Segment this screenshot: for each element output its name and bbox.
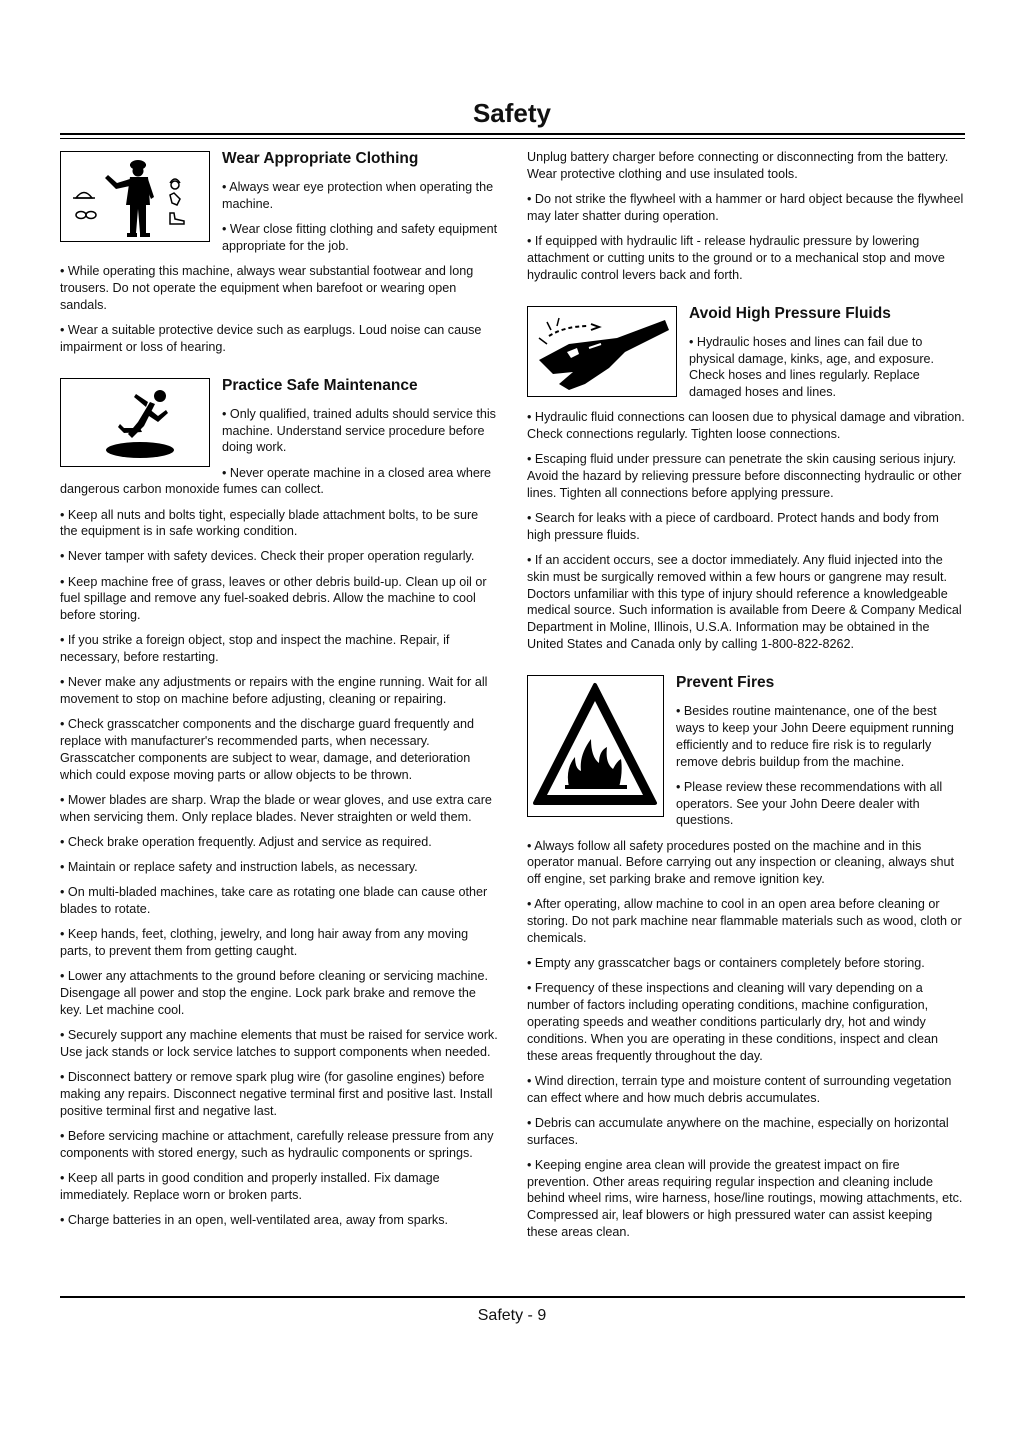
section-fluids: [527, 304, 965, 662]
paragraph: • Search for leaks with a piece of cardboard. Protect hands and body from high pressure fluids.: [527, 511, 939, 542]
paragraph: • Besides routine maintenance, one of the best ways to keep your John Deere equipment running efficiently and to reduce fire risk is to regularly remove debris buildup from the machine.: [676, 704, 954, 769]
paragraph: • Disconnect battery or remove spark plug wire (for gasoline engines) before making any repairs. Disconnect negative terminal first and positive last. Install positive terminal first and negative last.: [60, 1070, 493, 1118]
paragraph: • Securely support any machine elements that must be raised for service work. Use jack stands or lock service latches to support components when needed.: [60, 1028, 498, 1059]
paragraph: • Only qualified, trained adults should service this machine. Understand service procedure before doing work.: [222, 406, 496, 455]
paragraph: • Never tamper with safety devices. Check their proper operation regularly.: [60, 549, 475, 564]
fire-warning-icon: [527, 675, 664, 817]
paragraph: • Always follow all safety procedures posted on the machine and in this operator manual. Before carrying out any inspection or cleaning, always shut off engine, set parking brake and remove ignition key.: [527, 838, 955, 887]
right-column: [527, 149, 965, 1249]
paragraph: • Wear a suitable protective device such as earplugs. Loud noise can cause impairment or loss of hearing.: [60, 322, 482, 354]
left-column: [60, 149, 498, 1237]
page-title: Safety: [472, 98, 552, 128]
paragraph: • Check grasscatcher components and the discharge guard frequently and replace with manufacturer's recommended parts, when necessary. Grasscatcher components are subject to wear, damage, and deterioration which could expose moving parts or allow objects to be thrown.: [60, 717, 474, 782]
paragraph: • Please review these recommendations with all operators. See your John Deere dealer with questions.: [676, 779, 943, 828]
protective-clothing-icon: [60, 151, 210, 242]
paragraph: • Do not strike the flywheel with a hammer or hard object because the flywheel may later shatter during operation.: [527, 191, 964, 223]
paragraph: • Wind direction, terrain type and moisture content of surrounding vegetation can effect where and how much debris accumulates.: [527, 1073, 952, 1105]
section-heading: Practice Safe Maintenance: [222, 376, 418, 394]
paragraph: • Empty any grasscatcher bags or containers completely before storing.: [527, 956, 925, 971]
section-clothing: [60, 149, 498, 364]
footer-rule: [60, 1296, 965, 1298]
header-rule: [60, 133, 965, 139]
paragraph: • Check brake operation frequently. Adjust and service as required.: [60, 834, 432, 849]
paragraph: • Keep machine free of grass, leaves or other debris build-up. Clean up oil or fuel spillage and remove any fuel-soaked debris. Allow the machine to cool before storing.: [60, 574, 487, 623]
paragraph: • If you strike a foreign object, stop and inspect the machine. Repair, if necessary, before restarting.: [60, 633, 450, 665]
paragraph: • Keeping engine area clean will provide the greatest impact on fire prevention. Other areas requiring regular inspection and cleaning include behind wheel rims, wire harness, hose/line routings, mowing attachments, etc. Compressed air, leaf blowers or high pressured water can assist keeping these areas clean.: [527, 1157, 963, 1239]
paragraph: • Never operate machine in a closed area where dangerous carbon monoxide fumes can collect.: [60, 465, 492, 497]
paragraph: • Keep all parts in good condition and properly installed. Fix damage immediately. Replace worn or broken parts.: [60, 1170, 440, 1202]
paragraph: • Always wear eye protection when operating the machine.: [222, 180, 494, 211]
paragraph: • Never make any adjustments or repairs with the engine running. Wait for all movement to stop on machine before adjusting, cleaning or repairing.: [60, 675, 488, 707]
paragraph: • Debris can accumulate anywhere on the machine, especially on horizontal surfaces.: [527, 1115, 949, 1147]
section-maintenance: [60, 376, 498, 1229]
slip-hazard-icon: [60, 378, 210, 467]
paragraph: • Keep all nuts and bolts tight, especially blade attachment bolts, to be sure the equipment is in safe working condition.: [60, 507, 479, 539]
paragraph: • While operating this machine, always wear substantial footwear and long trousers. Do not operate the equipment when barefoot or wearing open sandals.: [60, 263, 474, 312]
paragraph: • If an accident occurs, see a doctor immediately. Any fluid injected into the skin must be surgically removed within a few hours or gangrene may result. Doctors unfamiliar with this type of injury should reference a knowledgeable medical source. Such information is available from Deere & Company Medical Department in Moline, Illinois, U.S.A. Information may be obtained in the United States and Canada only by calling 1-800-822-8262.: [527, 553, 962, 652]
paragraph: • Maintain or replace safety and instruction labels, as necessary.: [60, 860, 418, 875]
paragraph: • Lower any attachments to the ground before cleaning or servicing machine. Disengage all power and stop the engine. Lock park brake and remove the key. Let machine cool.: [60, 969, 488, 1017]
high-pressure-fluid-icon: [527, 306, 677, 397]
section-heading: Wear Appropriate Clothing: [222, 150, 419, 167]
paragraph: • Escaping fluid under pressure can penetrate the skin causing serious injury. Avoid the hazard by relieving pressure before disconnecting hydraulic or other lines. Tighten all connections before applying pressure.: [527, 452, 962, 500]
section-heading: Prevent Fires: [676, 674, 775, 692]
paragraph: • On multi-bladed machines, take care as rotating one blade can cause other blades to rotate.: [60, 885, 488, 917]
paragraph: Unplug battery charger before connecting or disconnecting from the battery. Wear protective clothing and use insulated tools.: [527, 150, 949, 181]
section-heading: Avoid High Pressure Fluids: [689, 304, 891, 322]
paragraph: • Wear close fitting clothing and safety equipment appropriate for the job.: [222, 221, 498, 253]
paragraph: • Hydraulic fluid connections can loosen due to physical damage and vibration. Check connections regularly. Tighten loose connections.: [527, 410, 965, 442]
paragraph: • Mower blades are sharp. Wrap the blade or wear gloves, and use extra care when servicing them. Only replace blades. Never straighten or weld them.: [60, 793, 492, 824]
page-number: Safety - 9: [477, 1307, 547, 1324]
paragraph: • Before servicing machine or attachment, carefully release pressure from any components with stored energy, such as hydraulic components or springs.: [60, 1128, 494, 1160]
paragraph: • Frequency of these inspections and cleaning will vary depending on a number of factors including operating conditions, machine configuration, operating speeds and weather conditions particularly dry, hot and windy conditions. When you are operating in these conditions, inspect and clean these areas frequently throughout the day.: [527, 981, 938, 1063]
section-fires: [527, 673, 965, 1240]
paragraph: • Charge batteries in an open, well-ventilated area, away from sparks.: [60, 1212, 449, 1227]
paragraph: • Keep hands, feet, clothing, jewelry, and long hair away from any moving parts, to prevent them from getting caught.: [60, 927, 469, 959]
paragraph: • Hydraulic hoses and lines can fail due to physical damage, kinks, age, and exposure. Check hoses and lines regularly. Replace damaged hoses and lines.: [689, 334, 935, 400]
paragraph: • If equipped with hydraulic lift - release hydraulic pressure by lowering attachment or cutting units to the ground or to a mechanical stop and move hydraulic control levers back and forth.: [527, 233, 945, 282]
paragraph: • After operating, allow machine to cool in an open area before cleaning or storing. Do not park machine near flammable materials such as wood, cloth or chemicals.: [527, 897, 962, 945]
